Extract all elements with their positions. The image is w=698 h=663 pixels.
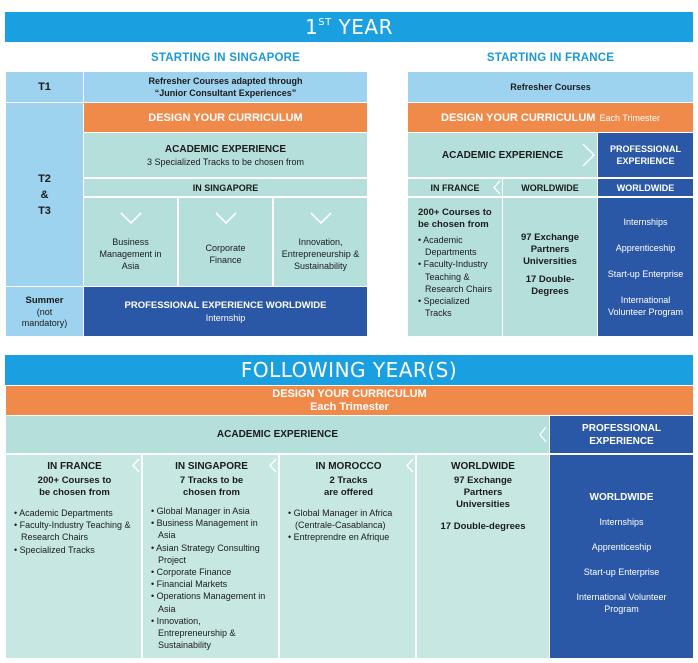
fr-academic-experience: ACADEMIC EXPERIENCE <box>408 133 597 177</box>
fr-in-france-label: IN FRANCE <box>408 179 502 196</box>
column-sub: 2 Tracks are offered <box>323 475 374 498</box>
fr-worldwide-label: WORLDWIDE <box>503 179 597 196</box>
fr-exchange-cell <box>503 198 597 336</box>
sg-in-singapore-label: IN SINGAPORE <box>84 179 367 196</box>
fr-courses-cell <box>408 198 502 336</box>
column-list <box>151 505 272 651</box>
t1-refresher-text: Refresher Courses adapted through “Junior Consultant Experiences” <box>84 72 367 102</box>
list-item: • Specialized Tracks <box>14 544 135 556</box>
list-item: • Faculty-Industry Teaching & Research Chairs <box>14 519 135 543</box>
fr-design-title: DESIGN YOUR CURRICULUM <box>441 111 596 124</box>
list-item: • Specialized Tracks <box>418 295 497 319</box>
list-item: Apprenticeship <box>615 243 676 253</box>
sg-design-curriculum: DESIGN YOUR CURRICULUM <box>84 103 367 132</box>
sg-track-2 <box>179 198 272 286</box>
list-item: • Academic Departments <box>14 507 135 519</box>
list-item: • Asian Strategy Consulting Project <box>151 542 272 566</box>
chevron-down-icon <box>215 212 237 224</box>
column-head: WORLDWIDE <box>451 461 515 472</box>
fr-courses-list <box>418 234 497 319</box>
following-col-worldwide <box>417 455 549 658</box>
first-year-title: 1ST YEAR <box>305 15 393 39</box>
summer-note: (not mandatory) <box>21 306 68 328</box>
list-item: Internships <box>599 517 644 527</box>
column-head: IN MOROCCO <box>315 461 382 472</box>
list-item: • Operations Management in Asia <box>151 590 272 614</box>
chevron-right-icon <box>582 143 596 167</box>
following-col-morocco <box>280 455 415 658</box>
sg-academic-sub: 3 Specialized Tracks to be chosen from <box>146 156 305 167</box>
following-design-sub: Each Trimester <box>310 400 389 413</box>
t3-label: T3 <box>38 204 51 217</box>
track-label: Corporate Finance <box>205 243 246 265</box>
track-label: Innovation, Entrepreneurship & Sustainability <box>281 237 360 271</box>
fr-professional-experience: PROFESSIONAL EXPERIENCE <box>598 133 693 177</box>
fr-pro-items <box>598 198 693 336</box>
following-col-france <box>6 455 141 658</box>
first-year-banner <box>5 12 693 42</box>
starting-france-heading: STARTING IN FRANCE <box>486 52 615 64</box>
following-years-banner: FOLLOWING YEAR(S) <box>5 355 693 385</box>
sg-track-3 <box>274 198 367 286</box>
pro-head: WORLDWIDE <box>589 492 654 503</box>
list-item: Internships <box>623 217 668 227</box>
column-head: IN FRANCE <box>47 461 102 472</box>
column-sub: 7 Tracks to be chosen from <box>179 475 244 498</box>
fr-courses-head: 200+ Courses to be chosen from <box>418 207 492 230</box>
t1-label: T1 <box>6 72 83 102</box>
fr-refresher-courses: Refresher Courses <box>408 72 693 102</box>
list-item: Start-up Enterprise <box>583 567 660 577</box>
ampersand-label: & <box>40 188 49 201</box>
fr-design-curriculum <box>408 103 693 132</box>
chevron-down-icon <box>310 212 332 224</box>
list-item: International Volunteer Program <box>607 295 684 317</box>
list-item: International Volunteer Program <box>576 592 667 614</box>
column-list <box>288 507 409 544</box>
summer-label <box>6 287 83 336</box>
list-item: • Innovation, Entrepreneurship & Sustainability <box>151 615 272 652</box>
list-item: • Corporate Finance <box>151 566 272 578</box>
sg-track-1 <box>84 198 177 286</box>
sg-academic-experience <box>84 133 367 177</box>
following-col-singapore <box>143 455 278 658</box>
following-academic-experience: ACADEMIC EXPERIENCE <box>6 416 549 453</box>
chevron-down-icon <box>120 212 142 224</box>
following-design-title: DESIGN YOUR CURRICULUM <box>272 387 427 400</box>
summer-title: Summer <box>25 294 64 306</box>
fr-design-suffix: Each Trimester <box>599 112 660 123</box>
list-item: • Global Manager in Asia <box>151 505 272 517</box>
fr-double-text: 17 Double-Degrees <box>525 274 575 297</box>
fr-exchange-text: 97 Exchange Partners Universities <box>520 232 580 267</box>
column-head: IN SINGAPORE <box>175 461 248 472</box>
column-sub: 97 Exchange Partners Universities <box>453 475 513 510</box>
list-item: • Entreprendre en Afrique <box>288 531 409 543</box>
list-item: Start-up Enterprise <box>607 269 684 279</box>
list-item: • Faculty-Industry Teaching & Research Chairs <box>418 258 497 295</box>
list-item: • Business Management in Asia <box>151 517 272 541</box>
following-design-curriculum <box>6 386 693 415</box>
starting-singapore-heading: STARTING IN SINGAPORE <box>150 52 301 64</box>
t2-t3-label <box>6 103 83 286</box>
following-pro-worldwide <box>550 455 693 658</box>
column-sub: 200+ Courses to be chosen from <box>37 475 112 498</box>
sg-pro-title: PROFESSIONAL EXPERIENCE WORLDWIDE <box>124 300 327 311</box>
column-extra: 17 Double-degrees <box>440 521 526 532</box>
list-item: • Financial Markets <box>151 578 272 590</box>
sg-professional-experience <box>84 287 367 336</box>
track-label: Business Management in Asia <box>99 237 162 271</box>
following-professional-experience: PROFESSIONAL EXPERIENCE <box>550 416 693 453</box>
column-list <box>14 507 135 556</box>
list-item: • Academic Departments <box>418 234 497 258</box>
sg-pro-sub: Internship <box>205 313 246 323</box>
list-item: Apprenticeship <box>591 542 652 552</box>
list-item: • Global Manager in Africa (Centrale-Casablanca) <box>288 507 409 531</box>
t2-label: T2 <box>38 172 51 185</box>
fr-worldwide-pro-label: WORLDWIDE <box>598 179 693 196</box>
sg-academic-title: ACADEMIC EXPERIENCE <box>164 143 287 155</box>
